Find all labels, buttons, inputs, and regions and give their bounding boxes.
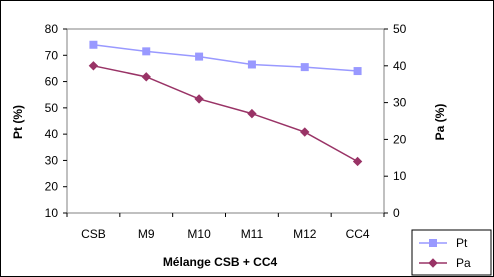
legend-marker-pt bbox=[430, 240, 437, 247]
left-tick-label: 10 bbox=[44, 206, 58, 220]
data-point-pt bbox=[143, 48, 150, 55]
left-tick-label: 60 bbox=[44, 74, 58, 89]
left-tick-label: 70 bbox=[44, 48, 58, 63]
left-axis-title: Pt (%) bbox=[11, 105, 25, 139]
left-axis-ticks bbox=[45, 22, 67, 220]
data-point-pt bbox=[354, 68, 361, 75]
left-tick-label: 80 bbox=[44, 22, 58, 36]
plot-border bbox=[67, 29, 384, 213]
x-tick-label: CSB bbox=[81, 227, 106, 241]
right-axis-ticks bbox=[384, 22, 407, 220]
x-axis-title: Mélange CSB + CC4 bbox=[162, 255, 278, 269]
x-axis-ticks bbox=[67, 213, 384, 241]
x-tick-label: CC4 bbox=[345, 227, 370, 241]
right-tick-label: 40 bbox=[393, 58, 407, 73]
legend-label-pa: Pa bbox=[456, 256, 471, 270]
right-tick-label: 50 bbox=[393, 22, 407, 36]
right-tick-label: 0 bbox=[393, 206, 400, 220]
data-point-pt bbox=[248, 61, 255, 68]
legend bbox=[412, 230, 491, 275]
left-tick-label: 40 bbox=[44, 127, 58, 142]
left-tick-label: 50 bbox=[44, 100, 58, 115]
x-tick-label: M12 bbox=[293, 227, 317, 241]
x-tick-label: M10 bbox=[187, 227, 211, 241]
right-axis-title: Pa (%) bbox=[433, 103, 447, 141]
x-tick-label: M9 bbox=[137, 227, 155, 241]
legend-box bbox=[412, 230, 491, 275]
data-point-pt bbox=[301, 64, 308, 71]
data-point-pt bbox=[196, 53, 203, 60]
plot-area bbox=[67, 29, 384, 213]
x-tick-label: M11 bbox=[240, 227, 264, 241]
right-tick-label: 30 bbox=[393, 95, 407, 110]
right-tick-label: 10 bbox=[393, 169, 407, 184]
data-point-pt bbox=[90, 41, 97, 48]
left-tick-label: 30 bbox=[44, 153, 58, 168]
legend-label-pt: Pt bbox=[456, 236, 468, 250]
left-tick-label: 20 bbox=[44, 179, 58, 194]
right-tick-label: 20 bbox=[393, 132, 407, 147]
